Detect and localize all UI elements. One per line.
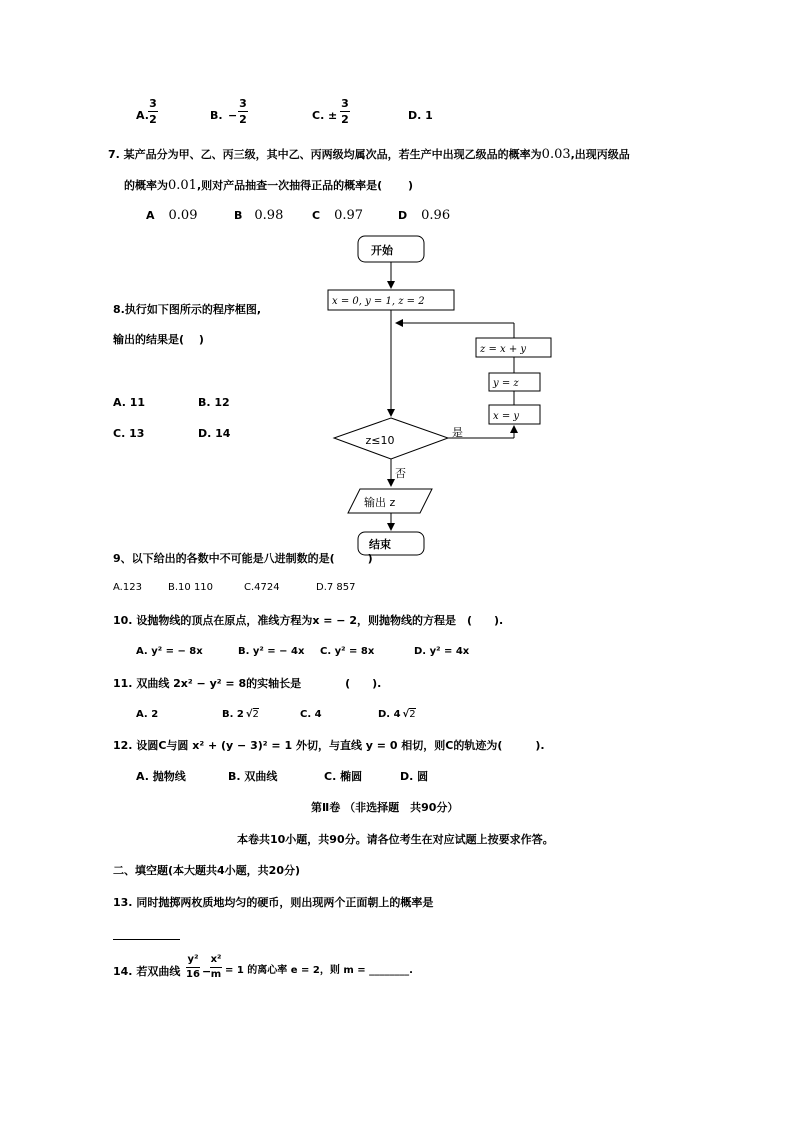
q7-option-d: D 0.96 (398, 208, 451, 223)
q6-option-b-label: B. (210, 109, 223, 122)
q6-option-c-fraction: 3 2 (341, 97, 349, 126)
q8-option-b: B. 12 (198, 396, 230, 409)
q8-stem-line2: 输出的结果是( ) (113, 333, 204, 346)
q9-option-a: A.123 (113, 582, 142, 593)
flow-no-label: 否 (395, 467, 406, 480)
q12-option-d: D. 圆 (400, 770, 429, 783)
q8-option-c: C. 13 (113, 427, 145, 440)
q11-stem: 11. 双曲线 2x² − y² = 8的实轴长是 ( ). (113, 677, 382, 690)
q11-option-a: A. 2 (136, 709, 159, 720)
q10-option-c: C. y² = 8x (320, 646, 375, 657)
q13-answer-blank[interactable] (113, 939, 180, 940)
q10-option-d: D. y² = 4x (414, 646, 470, 657)
q6-option-a-fraction: 3 2 (149, 97, 157, 126)
q6-option-c-sign: ± (328, 109, 338, 122)
q6-option-d: D. 1 (408, 109, 433, 122)
q12-option-a: A. 抛物线 (136, 770, 186, 783)
flow-assign-x-label: x = y (493, 411, 520, 422)
q8-stem-line1: 8.执行如下图所示的程序框图, (113, 303, 262, 316)
q7-option-c: C 0.97 (312, 208, 364, 223)
q8-option-d: D. 14 (198, 427, 231, 440)
part2-title: 第Ⅱ卷 （非选择题 共90分） (311, 801, 459, 814)
q6-option-a-label: A. (136, 109, 149, 122)
q6-option-b-sign: − (228, 109, 238, 122)
q7-option-a: A 0.09 (146, 208, 198, 223)
q6-option-b-fraction: 3 2 (239, 97, 247, 126)
q13-stem: 13. 同时抛掷两枚质地均匀的硬币，则出现两个正面朝上的概率是 (113, 896, 434, 909)
q7-stem-line1: 7. 某产品分为甲、乙、丙三级，其中乙、丙两级均属次品，若生产中出现乙级品的概率为0.03,出现丙级品 (108, 147, 630, 162)
q11-option-b: B. 2 √2 (222, 709, 259, 720)
part2-section-heading: 二、填空题(本大题共4小题，共20分) (113, 864, 301, 877)
q10-option-b: B. y² = − 4x (238, 646, 305, 657)
part2-note: 本卷共10小题，共90分。请各位考生在对应试题上按要求作答。 (237, 833, 554, 846)
q12-option-b: B. 双曲线 (228, 770, 278, 783)
q11-option-d: D. 4 √2 (378, 709, 416, 720)
q10-option-a: A. y² = − 8x (136, 646, 203, 657)
flow-yes-label: 是 (452, 426, 463, 439)
q12-option-c: C. 椭圆 (324, 770, 363, 783)
q14-stem-suffix: = 1 的离心率 e = 2，则 m = ________. (225, 965, 413, 976)
flow-init-label: x = 0, y = 1, z = 2 (332, 296, 425, 307)
q10-stem: 10. 设抛物线的顶点在原点，准线方程为x = − 2，则抛物线的方程是 ( ). (113, 614, 504, 627)
q14-fraction-x: x² m (210, 954, 222, 980)
q7-stem-line2: 的概率为0.01,则对产品抽查一次抽得正品的概率是( ) (124, 178, 414, 193)
flow-condition-label: z≤10 (365, 434, 395, 447)
q14-fraction-y: y² 16 (186, 954, 200, 980)
flow-assign-y-label: y = z (493, 378, 519, 389)
q7-option-b: B 0.98 (234, 208, 284, 223)
q9-option-d: D.7 857 (316, 582, 356, 593)
q9-stem: 9、以下给出的各数中不可能是八进制数的是( ) (113, 552, 373, 565)
q6-option-c-label: C. (312, 109, 325, 122)
q12-stem: 12. 设圆C与圆 x² + (y − 3)² = 1 外切，与直线 y = 0 相切，则C的轨迹为( ). (113, 739, 545, 752)
q14-stem-prefix: 14. 若双曲线 (113, 965, 181, 978)
q9-option-b: B.10 110 (168, 582, 214, 593)
q11-option-c: C. 4 (300, 709, 322, 720)
q8-option-a: A. 11 (113, 396, 146, 409)
flow-end-label: 结束 (369, 538, 391, 551)
flow-start-label: 开始 (371, 244, 393, 257)
flow-assign-z-label: z = x + y (480, 344, 527, 355)
q14-minus: − (202, 965, 212, 978)
q9-option-c: C.4724 (244, 582, 280, 593)
flow-output-label: 输出 z (364, 496, 396, 509)
